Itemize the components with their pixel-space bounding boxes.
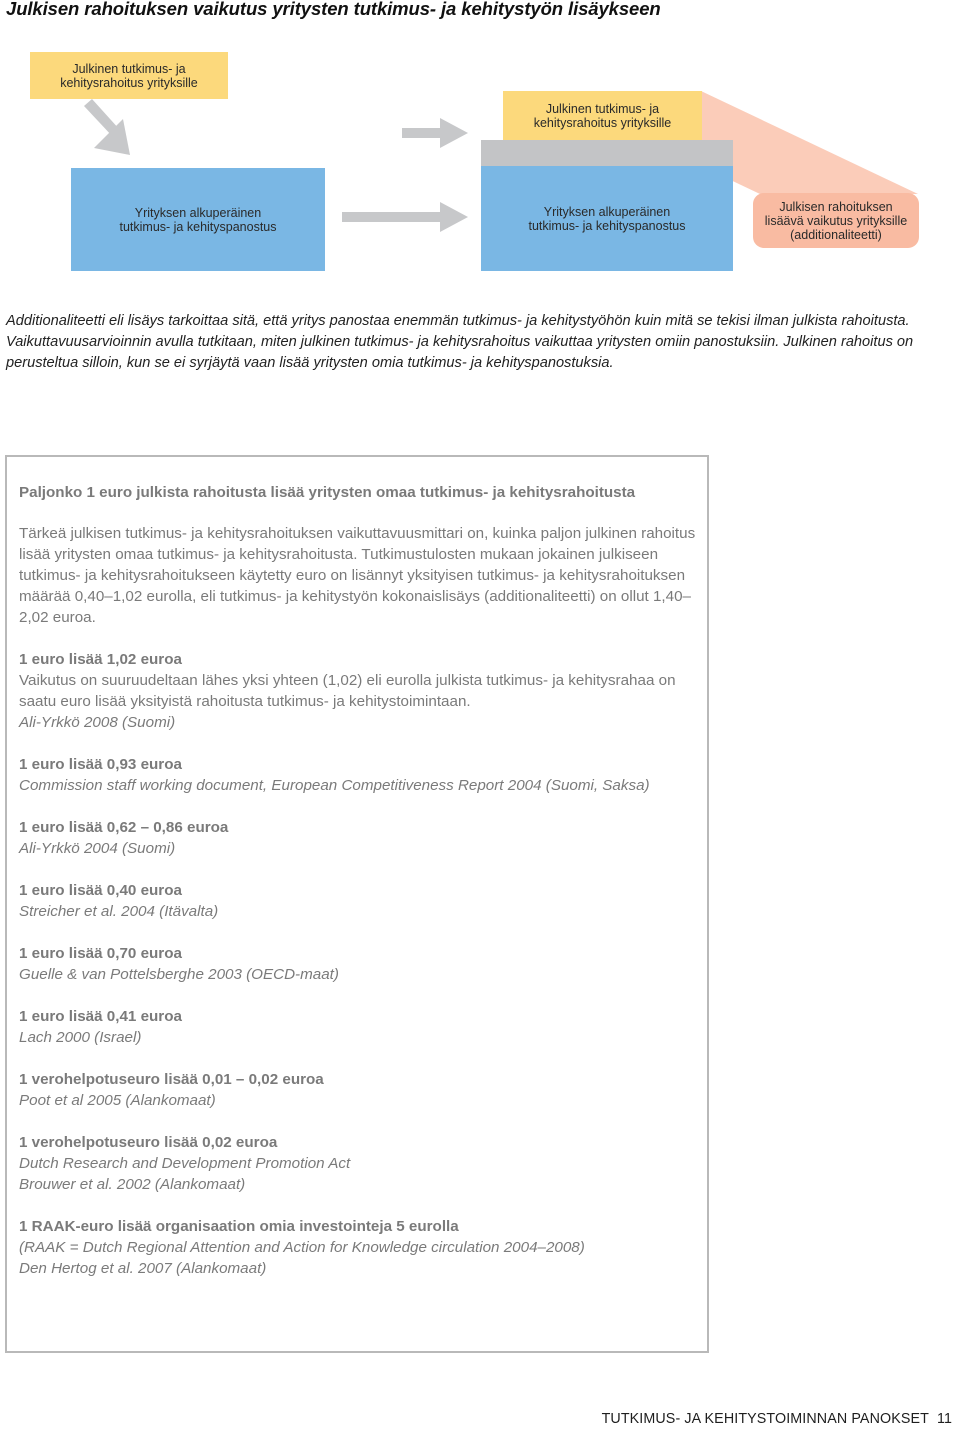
entry-source: Dutch Research and Development Promotion Act [19,1155,351,1172]
entry-amount: 1 euro lisää 0,41 euroa [19,1008,182,1025]
entry-amount: 1 euro lisää 0,62 – 0,86 euroa [19,819,229,836]
list-item [19,1006,709,1048]
page-number: 11 [936,1411,952,1427]
list-item [19,880,709,922]
footer-section: TUTKIMUS- JA KEHITYSTOIMINNAN PANOKSET [601,1411,929,1427]
right-company-investment-box: Yrityksen alkuperäinen tutkimus- ja kehityspanostus [481,166,733,271]
right-public-funding-box: Julkinen tutkimus- ja kehitysrahoitus yrityksille [503,91,702,140]
info-box-intro: Tärkeä julkisen tutkimus- ja kehitysrahoituksen vaikuttavuusmittari on, kuinka paljon julkinen rahoitus lisää yritysten omaa tutkimus- ja kehitysrahoitusta. Tutkimustulosten mukaan jokainen julkiseen tutkimus- ja kehitysrahoitukseen käytetty euro on lisännyt yksityisen tutkimus- ja kehitysrahoituksen määrää 0,40–1,02 eurolla, eli tutkimus- ja kehitystyön kokonaislisäys (additionaliteetti) on ollut 1,40–2,02 euroa. [19,525,696,626]
left-company-investment-box: Yrityksen alkuperäinen tutkimus- ja kehityspanostus [71,168,325,271]
info-box [5,455,709,1353]
info-box-heading: Paljonko 1 euro julkista rahoitusta lisää yritysten omaa tutkimus- ja kehitysrahoitusta [19,484,636,501]
list-item [19,649,709,733]
diagonal-arrow-icon [84,99,130,155]
entry-amount: 1 euro lisää 0,70 euroa [19,945,182,962]
entry-amount: 1 euro lisää 0,40 euroa [19,882,182,899]
right-arrow-icon [402,118,468,148]
entry-source: Brouwer et al. 2002 (Alankomaat) [19,1176,246,1193]
entry-source: Lach 2000 (Israel) [19,1029,142,1046]
entry-amount: 1 verohelpotuseuro lisää 0,01 – 0,02 euroa [19,1071,324,1088]
page-footer [602,1411,952,1427]
left-public-funding-box: Julkinen tutkimus- ja kehitysrahoitus yrityksille [30,52,228,99]
entry-amount: 1 RAAK-euro lisää organisaation omia investointeja 5 eurolla [19,1218,459,1235]
entry-source: Ali-Yrkkö 2004 (Suomi) [19,840,176,857]
list-item [19,1069,709,1111]
list-item [19,754,709,796]
list-item [19,817,709,859]
entry-amount: 1 euro lisää 1,02 euroa [19,651,182,668]
entry-source: (RAAK = Dutch Regional Attention and Action for Knowledge circulation 2004–2008) [19,1239,585,1256]
entry-description: Vaikutus on suuruudeltaan lähes yksi yhteen (1,02) eli eurolla julkista tutkimus- ja kehitysrahaa on saatu euro lisää yksityistä rahoitusta tutkimus- ja kehitystoimintaan. [19,672,676,710]
entry-source: Commission staff working document, European Competitiveness Report 2004 (Suomi, Saksa) [19,777,650,794]
entry-source: Guelle & van Pottelsberghe 2003 (OECD-maat) [19,966,339,983]
crowding-out-band [481,140,733,166]
entry-amount: 1 verohelpotuseuro lisää 0,02 euroa [19,1134,278,1151]
entry-amount: 1 euro lisää 0,93 euroa [19,756,182,773]
list-item [19,1216,709,1279]
list-item [19,1132,709,1195]
intro-paragraph: Additionaliteetti eli lisäys tarkoittaa sitä, että yritys panostaa enemmän tutkimus- ja kehitystyöhön kuin mitä se tekisi ilman julkista rahoitusta. Vaikuttavuusarvioinnin avulla tutkitaan, miten julkinen tutkimus- ja kehitysrahoitus vaikuttaa yritysten omiin panostuksiin. Julkinen rahoitus on perusteltua silloin, kun se ei syrjäytä vaan lisää yritysten omia tutkimus- ja kehityspanostuksia. [6,313,914,371]
additionality-box: Julkisen rahoituksen lisäävä vaikutus yrityksille (additionaliteetti) [753,193,919,248]
entry-source: Streicher et al. 2004 (Itävalta) [19,903,219,920]
entry-source: Den Hertog et al. 2007 (Alankomaat) [19,1260,267,1277]
right-arrow-icon [342,202,468,232]
additionality-connector [701,91,918,194]
entry-list [19,649,709,1279]
entry-source: Ali-Yrkkö 2008 (Suomi) [19,714,176,731]
list-item [19,943,709,985]
entry-source: Poot et al 2005 (Alankomaat) [19,1092,216,1109]
page-title: Julkisen rahoituksen vaikutus yritysten tutkimus- ja kehitystyön lisäykseen [6,0,661,19]
